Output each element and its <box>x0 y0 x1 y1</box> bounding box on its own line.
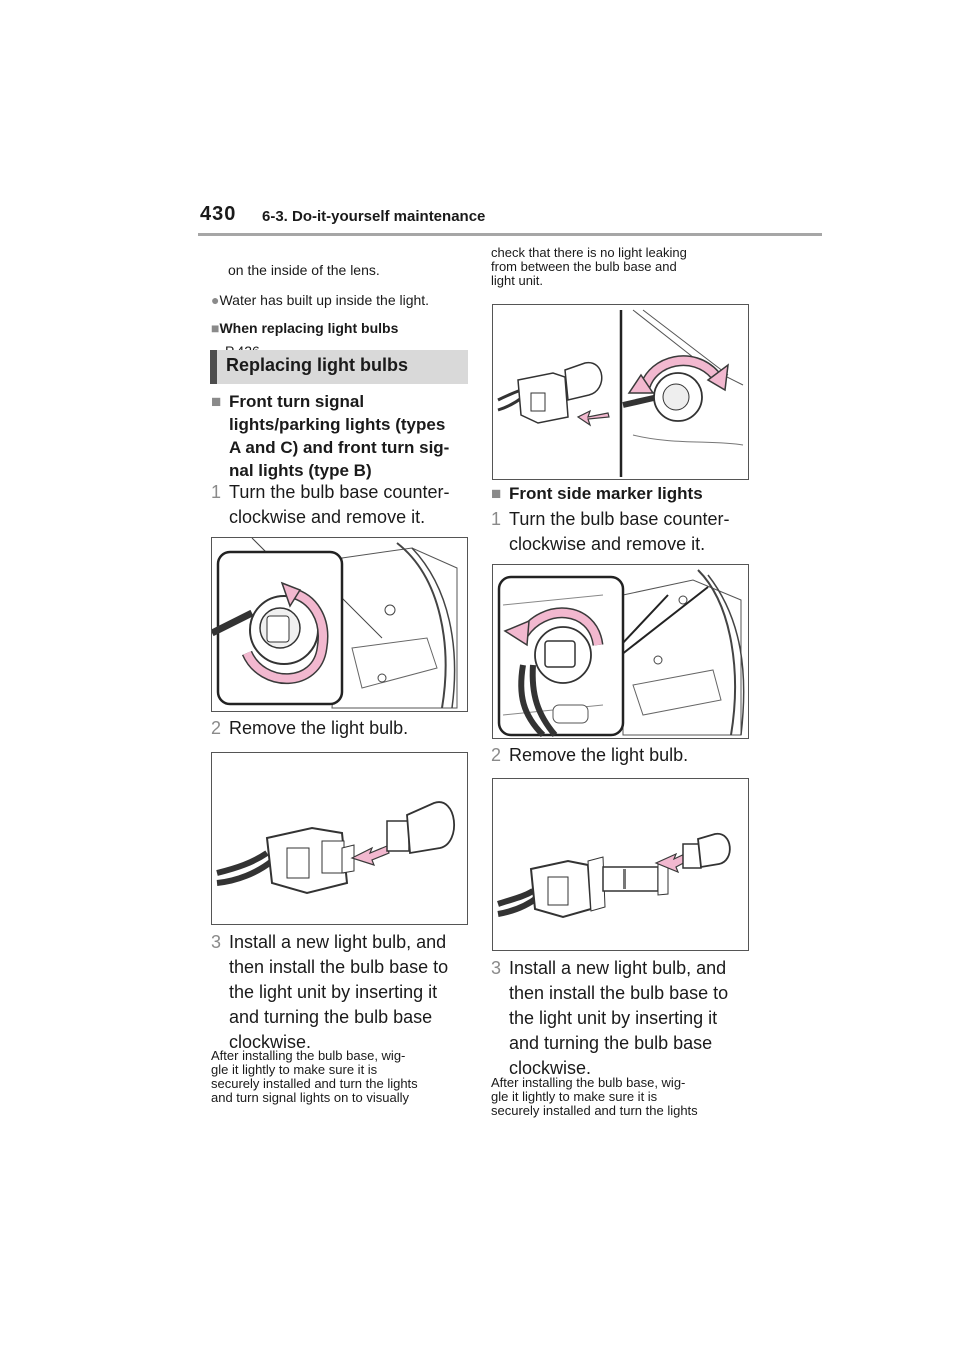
note-line: After installing the bulb base, wig- <box>491 1075 686 1090</box>
replace-heading-text: When replacing light bulbs <box>219 320 399 336</box>
note-line: from between the bulb base and <box>491 259 677 274</box>
step-number: 3 <box>491 958 502 978</box>
sub-heading-side-marker <box>491 482 703 505</box>
step-text: Turn the bulb base counter- <box>509 509 730 529</box>
sub-heading-text: Front side marker lights <box>509 484 703 503</box>
step-number: 1 <box>491 509 502 529</box>
note-line: and turn signal lights on to visually <box>211 1090 410 1105</box>
step-text: Install a new light bulb, and <box>509 958 727 978</box>
right-step-2 <box>491 743 688 768</box>
note-line: gle it lightly to make sure it is <box>491 1089 658 1104</box>
note-line: light unit. <box>491 273 544 288</box>
note-line: securely installed and turn the lights <box>491 1103 698 1118</box>
step-text: Remove the light bulb. <box>229 718 409 738</box>
figure-check-light-leak <box>492 304 749 480</box>
continued-text: on the inside of the lens. <box>228 262 380 278</box>
left-step-3 <box>211 930 448 1055</box>
page-number: 430 <box>200 203 237 225</box>
step-number: 3 <box>211 932 222 952</box>
figure-side-marker-remove-base <box>492 564 749 739</box>
left-step-2 <box>211 716 408 741</box>
right-step-1 <box>491 507 729 557</box>
step-number: 2 <box>491 745 502 765</box>
figure-turn-signal-remove-bulb <box>211 752 468 925</box>
section-heading: Replacing light bulbs <box>226 355 409 375</box>
step-text: Turn the bulb base counter- <box>229 482 450 502</box>
note-line: gle it lightly to make sure it is <box>211 1062 378 1077</box>
left-step-1 <box>211 480 449 530</box>
step-text: then install the bulb base to <box>509 983 729 1003</box>
figure-side-marker-remove-bulb <box>492 778 749 951</box>
note-line: securely installed and turn the lights <box>211 1076 418 1091</box>
note-line: After installing the bulb base, wig- <box>211 1048 406 1063</box>
step-text: clockwise and remove it. <box>509 534 706 554</box>
sub-heading-line: lights/parking lights (types <box>229 415 446 434</box>
square-bullet-icon: ■ <box>211 392 222 411</box>
square-bullet-icon: ■ <box>211 320 220 336</box>
step-text: Install a new light bulb, and <box>229 932 447 952</box>
sub-heading-line: nal lights (type B) <box>229 461 372 480</box>
step-text: the light unit by inserting it <box>509 1008 718 1028</box>
step-text: and turning the bulb base <box>229 1007 433 1027</box>
sub-heading-line: A and C) and front turn sig- <box>229 438 450 457</box>
bullet-text: Water has built up inside the light. <box>219 292 430 308</box>
step-text: clockwise. <box>229 1032 312 1052</box>
sub-heading-turn-signal <box>211 390 449 482</box>
sub-heading-line: Front turn signal <box>229 392 365 411</box>
step-number: 1 <box>211 482 222 502</box>
section-title: 6-3. Do-it-yourself maintenance <box>262 208 486 225</box>
step-text: Remove the light bulb. <box>509 745 689 765</box>
right-continued-text <box>491 246 687 288</box>
left-note <box>211 1049 418 1105</box>
step-text: the light unit by inserting it <box>229 982 438 1002</box>
step-text: clockwise. <box>509 1058 592 1078</box>
bullet-item <box>211 293 429 308</box>
figure-turn-signal-remove-base <box>211 537 468 712</box>
replace-heading <box>211 321 398 336</box>
header-rule <box>198 233 822 236</box>
step-number: 2 <box>211 718 222 738</box>
step-text: and turning the bulb base <box>509 1033 713 1053</box>
step-text: then install the bulb base to <box>229 957 449 977</box>
square-bullet-icon: ■ <box>491 484 502 503</box>
bullet-icon: ● <box>211 292 220 308</box>
right-note <box>491 1076 698 1118</box>
step-text: clockwise and remove it. <box>229 507 426 527</box>
note-line: check that there is no light leaking <box>491 245 687 260</box>
right-step-3 <box>491 956 728 1081</box>
section-heading-box <box>210 350 468 384</box>
